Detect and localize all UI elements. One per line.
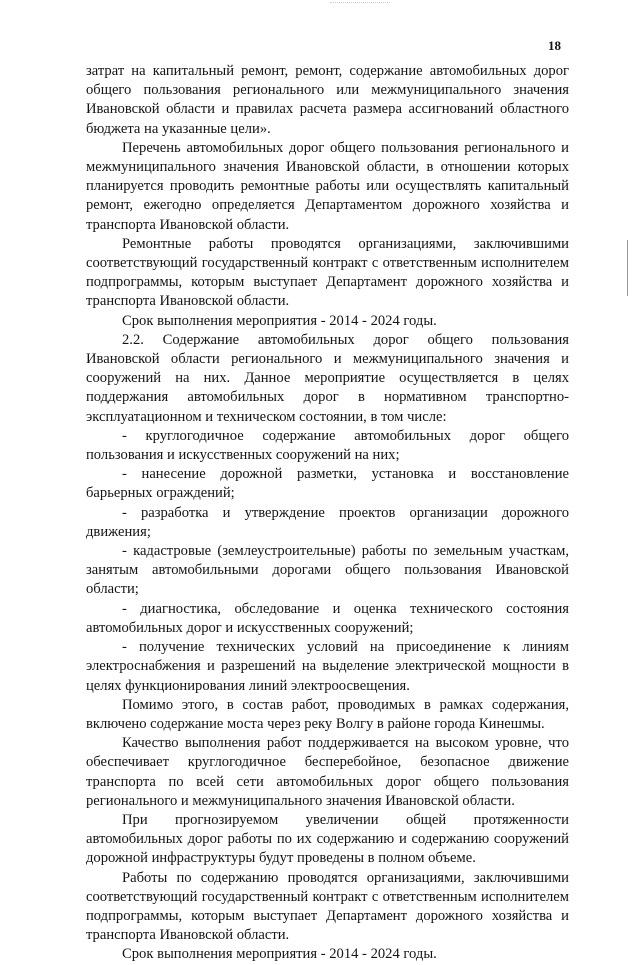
list-item-5: - диагностика, обследование и оценка технического состояния автомобильных дорог и искусственных сооружений; — [86, 600, 569, 636]
paragraph-7: Качество выполнения работ поддерживается на высоком уровне, что обеспечивает круглогодичное бесперебойное, безопасное движение транспорта по всей сети автомобильных дорог общего пользования регионального и межмуниципального значения Ивановской области. — [86, 735, 569, 809]
paragraph-4: Срок выполнения мероприятия - 2014 - 2024 годы. — [122, 312, 437, 329]
paragraph-5: 2.2. Содержание автомобильных дорог общего пользования Ивановской области регионального и межмуниципального значения и сооружений на них. Данное мероприятие осуществляется в целях поддержания автомобильных дорог в нормативном транспортно-эксплуатационном и техническом состоянии, в том числе: — [86, 331, 569, 425]
paragraph-6: Помимо этого, в состав работ, проводимых в рамках содержания, включено содержание моста через реку Волгу в районе города Кинешмы. — [86, 696, 569, 732]
paragraph-2: Перечень автомобильных дорог общего пользования регионального и межмуниципального значения Ивановской области, в отношении которых планируется проводить ремонтные работы или осуществлять капитальный ремонт, ежегодно определяется Департаментом дорожного хозяйства и транспорта Ивановской области. — [86, 139, 569, 233]
list-item-1: - круглогодичное содержание автомобильных дорог общего пользования и искусственных сооружений на них; — [86, 427, 569, 464]
paragraph-9: Работы по содержанию проводятся организациями, заключившими соответствующий государственный контракт с ответственным исполнителем подпрограммы, которым выступает Департамент дорожного хозяйства и транспорта Ивановской области. — [86, 869, 569, 944]
scan-edge-mark — [627, 240, 628, 296]
list-item-6: - получение технических условий на присоединение к линиям электроснабжения и разрешений на выделение электрической мощности в целях функционирования линий электроосвещения. — [86, 639, 569, 694]
paragraph-1: затрат на капитальный ремонт, ремонт, содержание автомобильных дорог общего пользования регионального или межмуниципального значения Ивановской области и правилах расчета размера ассигнований областного бюджета на указанные цели». — [86, 63, 569, 137]
paragraph-3: Ремонтные работы проводятся организациями, заключившими соответствующий государственный контракт с ответственным исполнителем подпрограммы, которым выступает Департамент дорожного хозяйства и транспорта Ивановской области. — [86, 235, 569, 310]
list-item-2: - нанесение дорожной разметки, установка и восстановление барьерных ограждений; — [86, 466, 569, 502]
paragraph-8: При прогнозируемом увеличении общей протяженности автомобильных дорог работы по их содержанию и содержанию сооружений дорожной инфраструктуры будут проведены в полном объеме. — [86, 811, 569, 867]
document-body — [86, 62, 569, 965]
list-item-4: - кадастровые (землеустроительные) работы по земельным участкам, занятым автомобильными дорогами общего пользования Ивановской области; — [86, 543, 569, 598]
paragraph-10: Срок выполнения мероприятия - 2014 - 2024 годы. — [122, 946, 437, 963]
list-item-3: - разработка и утверждение проектов организации дорожного движения; — [86, 504, 569, 540]
page-number: 18 — [548, 38, 561, 53]
scan-artifact — [330, 2, 390, 4]
